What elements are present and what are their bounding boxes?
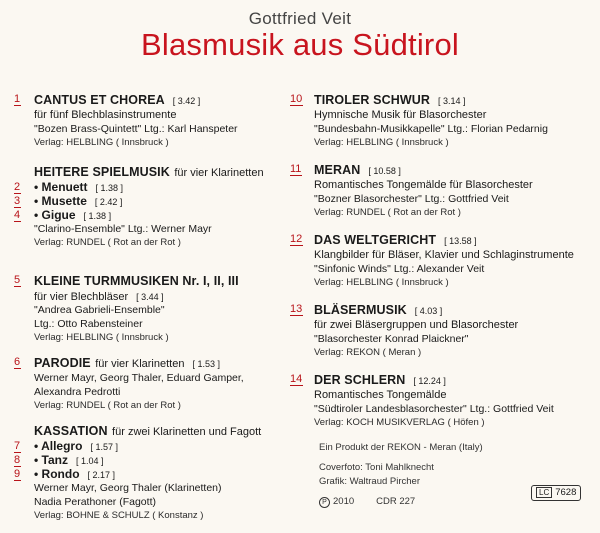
track-instrumentation: für fünf Blechblasinstrumente bbox=[34, 109, 177, 121]
track-instrumentation: Romantisches Tongemälde bbox=[314, 389, 447, 401]
track-number: 3 bbox=[14, 195, 21, 207]
tracklist-left bbox=[14, 92, 292, 533]
track-number: 7 bbox=[14, 440, 21, 452]
track-performer: "Andrea Gabrieli-Ensemble" bbox=[34, 304, 165, 316]
track-14 bbox=[290, 372, 595, 430]
track-title: KLEINE TURMMUSIKEN Nr. I, II, III bbox=[34, 274, 239, 288]
track-instrumentation: Romantisches Tongemälde für Blasorchester bbox=[314, 179, 533, 191]
track-duration: [ 13.58 ] bbox=[444, 236, 477, 246]
track-performer: Alexandra Pedrotti bbox=[34, 386, 121, 398]
track-number: 14 bbox=[290, 373, 303, 385]
track-group-kassation bbox=[14, 423, 292, 533]
track-performer: "Bozen Brass-Quintett" Ltg.: Karl Hanspeter bbox=[34, 123, 238, 135]
track-5 bbox=[14, 273, 292, 343]
track-performer: "Clarino-Ensemble" Ltg.: Werner Mayr bbox=[34, 223, 212, 235]
lc-number: 7628 bbox=[555, 487, 577, 498]
track-publisher: Verlag: RUNDEL ( Rot an der Rot ) bbox=[314, 207, 461, 218]
track-publisher: Verlag: RUNDEL ( Rot an der Rot ) bbox=[34, 400, 181, 411]
track-performer: Nadia Perathoner (Fagott) bbox=[34, 496, 156, 508]
work-instrumentation: für vier Klarinetten bbox=[174, 167, 264, 179]
track-title: DER SCHLERN bbox=[314, 373, 406, 387]
track-number: 13 bbox=[290, 303, 303, 315]
track-instrumentation: Klangbilder für Bläser, Klavier und Schlaginstrumente bbox=[314, 249, 574, 261]
track-title: DAS WELTGERICHT bbox=[314, 233, 437, 247]
track-number: 2 bbox=[14, 181, 21, 193]
movement-title: • Menuett bbox=[34, 180, 88, 194]
lc-label: LC bbox=[536, 487, 552, 498]
track-performer: Werner Mayr, Georg Thaler (Klarinetten) bbox=[34, 482, 222, 494]
phonogram-p-icon: P bbox=[319, 497, 330, 508]
coverfoto-credit: Coverfoto: Toni Mahlknecht bbox=[319, 462, 434, 473]
label-code-box bbox=[531, 485, 581, 501]
track-instrumentation: für vier Blechbläser bbox=[34, 291, 129, 303]
track-duration: [ 4.03 ] bbox=[414, 306, 443, 316]
track-duration: [ 3.14 ] bbox=[437, 96, 466, 106]
track-performer: "Bozner Blasorchester" Ltg.: Gottfried Veit bbox=[314, 193, 509, 205]
composer-name: Gottfried Veit bbox=[248, 9, 352, 28]
track-number: 10 bbox=[290, 93, 303, 105]
product-line: Ein Produkt der REKON - Meran (Italy) bbox=[319, 442, 483, 453]
track-duration: [ 2.17 ] bbox=[87, 470, 116, 480]
track-number: 6 bbox=[14, 356, 21, 368]
track-group-heitere-spielmusik bbox=[14, 164, 292, 260]
track-number: 11 bbox=[290, 163, 302, 175]
track-number: 12 bbox=[290, 233, 303, 245]
tracklist-right bbox=[290, 92, 595, 430]
track-11 bbox=[290, 162, 595, 220]
work-title: KASSATION bbox=[34, 424, 108, 438]
track-duration: [ 12.24 ] bbox=[413, 376, 446, 386]
track-duration: [ 1.04 ] bbox=[75, 456, 104, 466]
track-duration: [ 2.42 ] bbox=[94, 197, 123, 207]
track-10 bbox=[290, 92, 595, 150]
track-title: BLÄSERMUSIK bbox=[314, 303, 407, 317]
track-publisher: Verlag: HELBLING ( Innsbruck ) bbox=[314, 137, 449, 148]
credits-footer bbox=[319, 441, 483, 509]
copyright-line bbox=[319, 495, 483, 509]
track-duration: [ 3.42 ] bbox=[172, 96, 201, 106]
track-number: 4 bbox=[14, 209, 21, 221]
track-duration: [ 3.44 ] bbox=[136, 292, 164, 302]
track-13 bbox=[290, 302, 595, 360]
album-title: Blasmusik aus Südtirol bbox=[141, 27, 459, 62]
track-number: 8 bbox=[14, 454, 21, 466]
track-instrumentation: für zwei Bläsergruppen und Blasorchester bbox=[314, 319, 519, 331]
track-duration: [ 1.38 ] bbox=[83, 211, 112, 221]
track-title: CANTUS ET CHOREA bbox=[34, 93, 165, 107]
track-instrumentation: Hymnische Musik für Blasorchester bbox=[314, 109, 487, 121]
movement-title: • Rondo bbox=[34, 467, 80, 481]
track-publisher: Verlag: REKON ( Meran ) bbox=[314, 347, 422, 358]
track-duration: [ 1.53 ] bbox=[192, 359, 220, 369]
movement-title: • Gigue bbox=[34, 208, 76, 222]
track-duration: [ 1.38 ] bbox=[95, 183, 124, 193]
track-12 bbox=[290, 232, 595, 290]
track-number: 1 bbox=[14, 93, 21, 105]
track-instrumentation: für vier Klarinetten bbox=[95, 358, 185, 370]
track-number: 9 bbox=[14, 468, 21, 480]
work-instrumentation: für zwei Klarinetten und Fagott bbox=[112, 426, 262, 438]
track-publisher: Verlag: BOHNE & SCHULZ ( Konstanz ) bbox=[34, 510, 204, 521]
track-publisher: Verlag: RUNDEL ( Rot an der Rot ) bbox=[34, 237, 181, 248]
work-title: HEITERE SPIELMUSIK bbox=[34, 165, 170, 179]
track-number: 5 bbox=[14, 274, 21, 286]
track-title: MERAN bbox=[314, 163, 361, 177]
track-6 bbox=[14, 355, 292, 411]
track-performer: "Blasorchester Konrad Plaickner" bbox=[314, 333, 469, 345]
track-leader: Ltg.: Otto Rabensteiner bbox=[34, 318, 143, 330]
track-publisher: Verlag: HELBLING ( Innsbruck ) bbox=[314, 277, 449, 288]
track-title: TIROLER SCHWUR bbox=[314, 93, 430, 107]
copyright-year: 2010 bbox=[333, 496, 355, 507]
track-title: PARODIE bbox=[34, 356, 91, 370]
catalog-number: CDR 227 bbox=[376, 496, 416, 507]
track-performer: "Bundesbahn-Musikkapelle" Ltg.: Florian Pedarnig bbox=[314, 123, 548, 135]
movement-title: • Tanz bbox=[34, 453, 68, 467]
track-publisher: Verlag: HELBLING ( Innsbruck ) bbox=[34, 137, 169, 148]
track-publisher: Verlag: KOCH MUSIKVERLAG ( Höfen ) bbox=[314, 417, 485, 428]
movement-title: • Musette bbox=[34, 194, 87, 208]
grafik-credit: Grafik: Waltraud Pircher bbox=[319, 476, 421, 487]
track-1 bbox=[14, 92, 292, 147]
movement-title: • Allegro bbox=[34, 439, 83, 453]
track-duration: [ 10.58 ] bbox=[368, 166, 401, 176]
track-performer: "Südtiroler Landesblasorchester" Ltg.: Gottfried Veit bbox=[314, 403, 554, 415]
track-duration: [ 1.57 ] bbox=[90, 442, 118, 452]
track-performer: Werner Mayr, Georg Thaler, Eduard Gamper, bbox=[34, 372, 244, 384]
track-publisher: Verlag: HELBLING ( Innsbruck ) bbox=[34, 332, 169, 343]
track-performer: "Sinfonic Winds" Ltg.: Alexander Veit bbox=[314, 263, 485, 275]
